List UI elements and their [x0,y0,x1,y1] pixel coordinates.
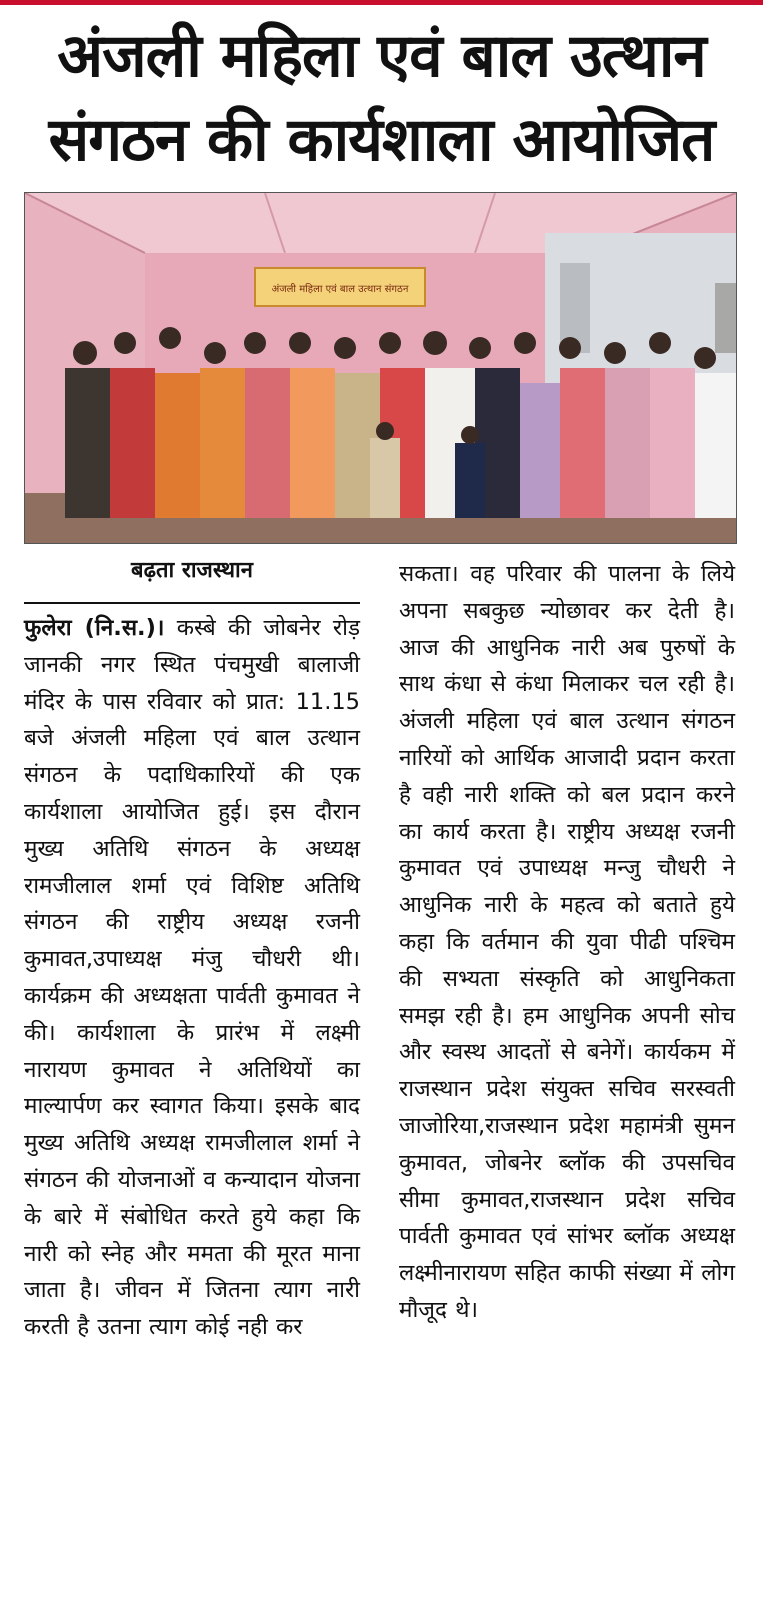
article-text-left: कस्बे की जोबनेर रोड़ जानकी नगर स्थित पंचमुखी बालाजी मंदिर के पास रविवार को प्रात: 11.15 बजे अंजली महिला एवं बाल उत्थान संगठन के पदाधिकारियों की एक कार्यशाला आयोजित हुई। इस दौरान मुख्य अतिथि संगठन के अध्यक्ष रामजीलाल शर्मा एवं विशिष्ट अतिथि संगठन की राष्ट्रीय अध्यक्ष रजनी कुमावत,उपाध्यक्ष मंजु चौधरी थी। कार्यक्रम की अध्यक्षता पार्वती कुमावत ने की। कार्यशाला के प्रारंभ में लक्ष्मी नारायण कुमावत ने अतिथियों का माल्यार्पण कर स्वागत किया। इसके बाद मुख्य अतिथि अध्यक्ष रामजीलाल शर्मा ने संगठन की योजनाओं व कन्यादान योजना के बारे में संबोधित करते हुये कहा कि नारी को स्नेह और ममता की मूरत माना जाता है। जीवन में जितना त्याग नारी करती है उतना त्याग कोई नही कर [24,615,360,1341]
byline: बढ़ता राजस्थान [131,558,253,583]
headline-line-1: अंजली महिला एवं बाल उत्थान [57,21,706,91]
dateline: फुलेरा (नि.स.)। [24,615,165,641]
headline-line-2: संगठन की कार्यशाला आयोजित [48,105,715,175]
byline-divider [24,602,360,604]
headline [0,14,763,182]
banner-text: अंजली महिला एवं बाल उत्थान संगठन [271,284,409,295]
article-column-left [24,610,360,1346]
group-photo-illustration [25,193,736,543]
group-photo [24,192,737,544]
article-paragraph-left [24,610,360,1346]
article-column-right [399,556,735,1329]
article-text-right: सकता। वह परिवार की पालना के लिये अपना सबकुछ न्योछावर कर देती है। आज की आधुनिक नारी अब पुरुषों के साथ कंधा से कंधा मिलाकर चल रही है। अंजली महिला एवं बाल उत्थान संगठन नारियों को आर्थिक आजादी प्रदान करता है वही नारी शक्ति को बल प्रदान करने का कार्य करता है। राष्ट्रीय अध्यक्ष रजनी कुमावत एवं उपाध्यक्ष मन्जु चौधरी ने आधुनिक नारी के महत्व को बताते हुये कहा कि वर्तमान की युवा पीढी पश्चिम की सभ्यता संस्कृति को आधुनिकता समझ रही है। हम आधुनिक अपनी सोच और स्वस्थ आदतों से बनेगें। कार्यकम में राजस्थान प्रदेश संयुक्त सचिव सरस्वती जाजोरिया,राजस्थान प्रदेश महामंत्री सुमन कुमावत, जोबनेर ब्लॉक की उपसचिव सीमा कुमावत,राजस्थान प्रदेश सचिव पार्वती कुमावत एवं सांभर ब्लॉक अध्यक्ष लक्ष्मीनारायण सहित काफी संख्या में लोग मौजूद थे। [399,561,735,1323]
top-accent-bar [0,0,763,5]
